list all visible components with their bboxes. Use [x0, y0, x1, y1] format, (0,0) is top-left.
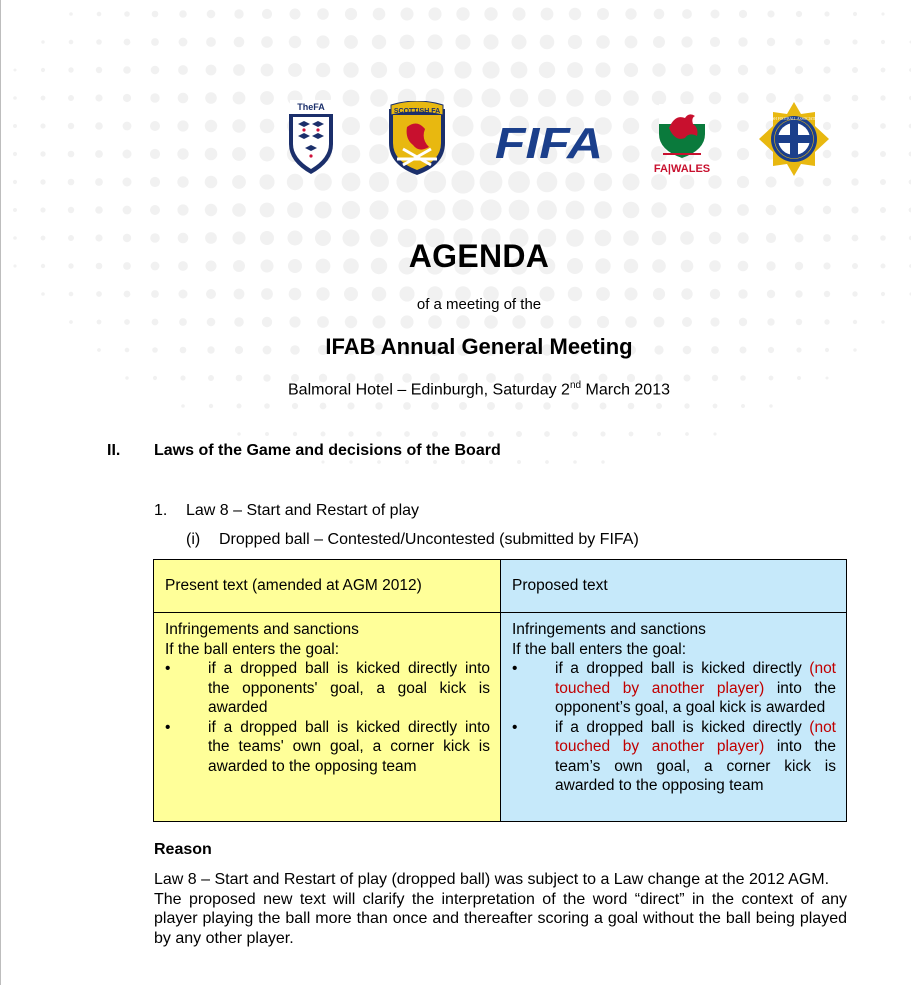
- background-dot: [682, 317, 692, 327]
- page-subtitle: of a meeting of the: [416, 296, 542, 313]
- background-dot: [852, 39, 857, 44]
- background-dot: [544, 431, 550, 437]
- proposed-bullet-list: [512, 659, 836, 796]
- background-dot: [320, 403, 327, 410]
- item-title: Law 8 – Start and Restart of play: [186, 502, 420, 519]
- background-dot: [853, 12, 857, 16]
- background-dot: [766, 65, 775, 74]
- background-dot: [480, 199, 501, 220]
- background-dot: [433, 460, 437, 464]
- background-dot: [684, 403, 689, 408]
- background-dot: [460, 431, 466, 437]
- background-dot: [539, 62, 555, 78]
- background-dot: [348, 431, 353, 436]
- background-dot: [795, 38, 802, 45]
- present-subheading: Infringements and sanctions: [165, 621, 359, 638]
- background-dot: [852, 67, 858, 73]
- background-dot: [234, 37, 245, 48]
- background-dot: [234, 9, 243, 18]
- background-dot: [741, 404, 745, 408]
- list-item: [165, 718, 490, 777]
- background-dot: [600, 431, 605, 436]
- background-dot: [68, 67, 73, 72]
- background-dot: [206, 37, 216, 47]
- background-dot: [794, 205, 804, 215]
- halftone-dot-background: [1, 0, 911, 470]
- background-dot: [237, 404, 242, 409]
- background-dot: [459, 402, 467, 410]
- background-dot: [682, 9, 692, 19]
- background-dot: [653, 36, 665, 48]
- background-dot: [568, 35, 582, 49]
- background-dot: [13, 208, 17, 212]
- background-dot: [41, 68, 45, 72]
- background-dot: [150, 205, 160, 215]
- background-dot: [317, 8, 329, 20]
- background-dot: [289, 316, 300, 327]
- scottish-fa-logo: [385, 101, 449, 177]
- background-dot: [289, 36, 301, 48]
- background-dot: [233, 64, 245, 76]
- background-dot: [123, 66, 131, 74]
- background-dot: [824, 39, 830, 45]
- background-dot: [376, 431, 382, 437]
- background-dot: [710, 37, 720, 47]
- reason-paragraph-1: Law 8 – Start and Restart of play (dropped ball) was subject to a Law change at the 2012 AGM.: [154, 871, 830, 888]
- background-dot: [400, 315, 413, 328]
- background-dot: [851, 206, 858, 213]
- background-dot: [181, 404, 185, 408]
- background-dot: [124, 319, 130, 325]
- background-dot: [456, 315, 470, 329]
- bullet-icon: •: [165, 660, 171, 677]
- background-dot: [316, 63, 331, 78]
- background-dot: [483, 34, 498, 49]
- background-dot: [713, 432, 716, 435]
- meeting-location-date: [1, 380, 911, 399]
- background-dot: [287, 202, 303, 218]
- background-dot: [487, 402, 495, 410]
- background-dot: [515, 402, 523, 410]
- bullet-icon: •: [512, 660, 518, 677]
- background-dot: [601, 460, 604, 463]
- background-dot: [597, 316, 609, 328]
- background-dot: [427, 62, 444, 79]
- background-dot: [373, 316, 386, 329]
- background-dot: [260, 203, 275, 218]
- background-dot: [796, 11, 802, 17]
- subitem-number: (i): [186, 531, 201, 548]
- list-item: [512, 718, 836, 796]
- background-dot: [597, 8, 609, 20]
- page-title: AGENDA: [408, 238, 550, 274]
- comparison-table: [153, 559, 847, 822]
- background-dot: [179, 38, 188, 47]
- background-dot: [709, 64, 720, 75]
- background-dot: [767, 38, 775, 46]
- background-dot: [482, 61, 499, 78]
- proposed-subheading: Infringements and sanctions: [512, 621, 706, 638]
- background-dot: [767, 318, 774, 325]
- background-dot: [290, 9, 301, 20]
- background-dot: [540, 315, 553, 328]
- background-dot: [625, 316, 637, 328]
- background-dot: [566, 201, 585, 220]
- proposed-intro-line: If the ball enters the goal:: [512, 640, 687, 658]
- background-dot: [432, 431, 438, 437]
- background-dot: [654, 9, 665, 20]
- background-dot: [40, 207, 45, 212]
- fa-wales-logo: [653, 98, 711, 178]
- background-dot: [628, 403, 635, 410]
- background-dot: [232, 203, 246, 217]
- item-number: 1.: [154, 502, 168, 519]
- background-dot: [372, 35, 386, 49]
- background-dot: [179, 10, 187, 18]
- background-dot: [595, 62, 610, 77]
- background-dot: [452, 199, 473, 220]
- background-dot: [881, 40, 885, 44]
- background-dot: [540, 35, 555, 50]
- background-dot: [489, 460, 493, 464]
- background-dot: [567, 62, 583, 78]
- background-dot: [428, 7, 441, 20]
- background-dot: [95, 206, 103, 214]
- background-dot: [656, 403, 662, 409]
- background-dot: [681, 64, 693, 76]
- background-dot: [881, 320, 884, 323]
- section-title: Laws of the Game and decisions of the Board: [154, 442, 501, 459]
- background-dot: [237, 432, 240, 435]
- background-dot: [124, 11, 130, 17]
- background-dot: [543, 402, 551, 410]
- background-dot: [234, 317, 244, 327]
- background-dot: [484, 315, 498, 329]
- background-dot: [681, 36, 692, 47]
- background-dot: [68, 207, 74, 213]
- background-dot: [511, 62, 528, 79]
- background-dot: [461, 460, 465, 464]
- background-dot: [343, 62, 358, 77]
- background-dot: [569, 316, 582, 329]
- background-dot: [881, 68, 886, 73]
- background-dot: [349, 460, 352, 463]
- background-dot: [344, 35, 358, 49]
- background-dot: [484, 7, 497, 20]
- svg-text:IRISH FOOTBALL ASSOCIATION: IRISH FOOTBALL ASSOCIATION: [767, 117, 821, 121]
- background-dot: [629, 432, 634, 437]
- background-dot: [766, 205, 777, 216]
- background-dot: [624, 63, 638, 77]
- location-text: Balmoral Hotel – Edinburgh, Saturday 2: [288, 381, 570, 399]
- background-dot: [401, 8, 414, 21]
- background-dot: [456, 7, 469, 20]
- svg-text:SCOTTISH FA: SCOTTISH FA: [393, 108, 441, 115]
- proposed-bullet-2-start: if a dropped ball is kicked directly: [555, 718, 810, 736]
- background-dot: [69, 320, 73, 324]
- background-dot: [795, 66, 803, 74]
- background-dot: [428, 315, 442, 329]
- background-dot: [516, 431, 522, 437]
- background-dot: [512, 35, 527, 50]
- background-dot: [375, 402, 382, 409]
- background-dot: [288, 63, 302, 77]
- the-fa-crest-logo: [284, 100, 338, 176]
- background-dot: [824, 11, 829, 16]
- background-dot: [151, 66, 160, 75]
- background-dot: [123, 206, 132, 215]
- background-dot: [399, 62, 416, 79]
- background-dot: [685, 432, 689, 436]
- background-dot: [265, 432, 269, 436]
- list-item: [165, 659, 490, 718]
- background-dot: [512, 7, 525, 20]
- background-dot: [96, 39, 102, 45]
- background-dot: [124, 39, 131, 46]
- background-dot: [205, 204, 217, 216]
- background-dot: [261, 64, 274, 77]
- background-dot: [571, 402, 578, 409]
- proposed-bullet-1-end: into the opponent’s goal, a goal kick is awarded: [555, 679, 836, 716]
- date-month-year: March 2013: [581, 381, 670, 399]
- background-dot: [97, 320, 102, 325]
- fifa-logo: [495, 118, 607, 162]
- background-dot: [596, 35, 610, 49]
- background-dot: [69, 40, 74, 45]
- background-dot: [594, 201, 612, 219]
- background-dot: [206, 65, 217, 76]
- background-dot: [651, 202, 666, 217]
- background-dot: [769, 404, 772, 407]
- background-dot: [151, 38, 159, 46]
- background-dot: [509, 200, 530, 221]
- irish-fa-logo: [757, 100, 831, 178]
- proposed-bullet-2-amendment: (not touched by another player): [555, 718, 836, 755]
- background-dot: [152, 11, 159, 18]
- background-dot: [652, 63, 665, 76]
- background-dot: [537, 200, 557, 220]
- bullet-icon: •: [512, 718, 518, 736]
- background-dot: [397, 200, 417, 220]
- background-dot: [96, 67, 102, 73]
- reason-body: [154, 870, 847, 948]
- background-dot: [880, 207, 886, 213]
- present-text-header: Present text (amended at AGM 2012): [154, 560, 501, 613]
- background-dot: [152, 319, 159, 326]
- reason-paragraph-2: The proposed new text will clarify the interpretation of the word “direct” in the context of any player playing the ball more than once and thereafter scoring a goal without the ball being played by any other player.: [154, 890, 847, 947]
- background-dot: [623, 202, 640, 219]
- background-dot: [488, 431, 494, 437]
- background-dot: [315, 202, 332, 219]
- subitem-title: Dropped ball – Contested/Uncontested (submitted by FIFA): [219, 531, 639, 548]
- proposed-bullet-1-start: if a dropped ball is kicked directly: [555, 660, 810, 677]
- background-dot: [881, 12, 884, 15]
- background-dot: [738, 37, 747, 46]
- meeting-name: IFAB Annual General Meeting: [325, 334, 633, 359]
- background-dot: [347, 402, 354, 409]
- background-dot: [625, 8, 636, 19]
- background-dot: [316, 35, 329, 48]
- background-dot: [823, 206, 831, 214]
- background-dot: [177, 204, 188, 215]
- background-dot: [400, 35, 415, 50]
- background-dot: [403, 402, 411, 410]
- present-intro-line: If the ball enters the goal:: [165, 640, 340, 658]
- background-dot: [371, 62, 387, 78]
- background-dot: [545, 460, 549, 464]
- background-dot: [321, 460, 324, 463]
- background-dot: [709, 204, 722, 217]
- background-dot: [711, 10, 720, 19]
- background-dot: [823, 66, 830, 73]
- date-ordinal-suffix: nd: [569, 380, 582, 391]
- present-bullet-1: if a dropped ball is kicked directly into the opponents' goal, a goal kick is awarded: [208, 660, 490, 716]
- background-dot: [738, 65, 748, 75]
- proposed-text-cell: [501, 613, 846, 821]
- svg-text:TheFA: TheFA: [297, 102, 325, 112]
- background-dot: [373, 8, 386, 21]
- background-dot: [541, 8, 554, 21]
- background-dot: [41, 40, 44, 43]
- background-dot: [207, 10, 216, 19]
- present-text-cell: [154, 613, 501, 821]
- background-dot: [425, 200, 446, 221]
- background-dot: [654, 317, 665, 328]
- background-dot: [680, 203, 694, 217]
- svg-text:FIFA: FIFA: [495, 119, 603, 162]
- background-dot: [369, 200, 388, 219]
- background-dot: [292, 403, 298, 409]
- section-number: II.: [107, 442, 121, 459]
- background-dot: [824, 319, 829, 324]
- background-dot: [512, 315, 525, 328]
- background-dot: [14, 69, 17, 72]
- background-dot: [261, 36, 273, 48]
- present-bullet-list: [165, 659, 490, 776]
- background-dot: [625, 36, 638, 49]
- background-dot: [377, 460, 381, 464]
- background-dot: [178, 65, 188, 75]
- association-logos: [1, 98, 911, 180]
- background-dot: [209, 404, 213, 408]
- background-dot: [431, 402, 439, 410]
- background-dot: [710, 317, 719, 326]
- background-dot: [97, 12, 102, 17]
- background-dot: [179, 318, 187, 326]
- background-dot: [767, 10, 774, 17]
- background-dot: [342, 201, 360, 219]
- background-dot: [317, 316, 329, 328]
- background-dot: [713, 404, 718, 409]
- background-dot: [853, 320, 857, 324]
- background-dot: [13, 180, 17, 184]
- background-dot: [739, 318, 747, 326]
- background-dot: [69, 12, 73, 16]
- background-dot: [796, 319, 802, 325]
- background-dot: [345, 8, 357, 20]
- background-dot: [404, 431, 410, 437]
- background-dot: [405, 460, 409, 464]
- list-item: [512, 659, 836, 718]
- background-dot: [573, 460, 577, 464]
- bullet-icon: •: [165, 718, 171, 736]
- proposed-bullet-2-end: into the team’s own goal, a corner kick is awarded to the opposing team: [555, 738, 836, 794]
- background-dot: [569, 8, 581, 20]
- svg-text:FA|WALES: FA|WALES: [653, 163, 711, 175]
- reason-heading: Reason: [154, 841, 212, 858]
- present-bullet-2: if a dropped ball is kicked directly into the teams' own goal, a corner kick is awarded to the opposing team: [208, 718, 490, 775]
- background-dot: [517, 460, 521, 464]
- background-dot: [427, 34, 442, 49]
- background-dot: [321, 432, 326, 437]
- background-dot: [739, 10, 747, 18]
- background-dot: [600, 403, 607, 410]
- background-dot: [293, 432, 297, 436]
- background-dot: [207, 318, 216, 327]
- background-dot: [737, 204, 749, 216]
- background-dot: [454, 61, 471, 78]
- background-dot: [40, 179, 45, 184]
- proposed-text-header: Proposed text: [501, 560, 846, 613]
- background-dot: [262, 9, 272, 19]
- background-dot: [657, 432, 661, 436]
- proposed-bullet-1-amendment: (not touched by another player): [555, 660, 836, 697]
- background-dot: [264, 403, 270, 409]
- background-dot: [455, 34, 470, 49]
- background-dot: [572, 431, 577, 436]
- background-dot: [345, 316, 357, 328]
- background-dot: [262, 317, 272, 327]
